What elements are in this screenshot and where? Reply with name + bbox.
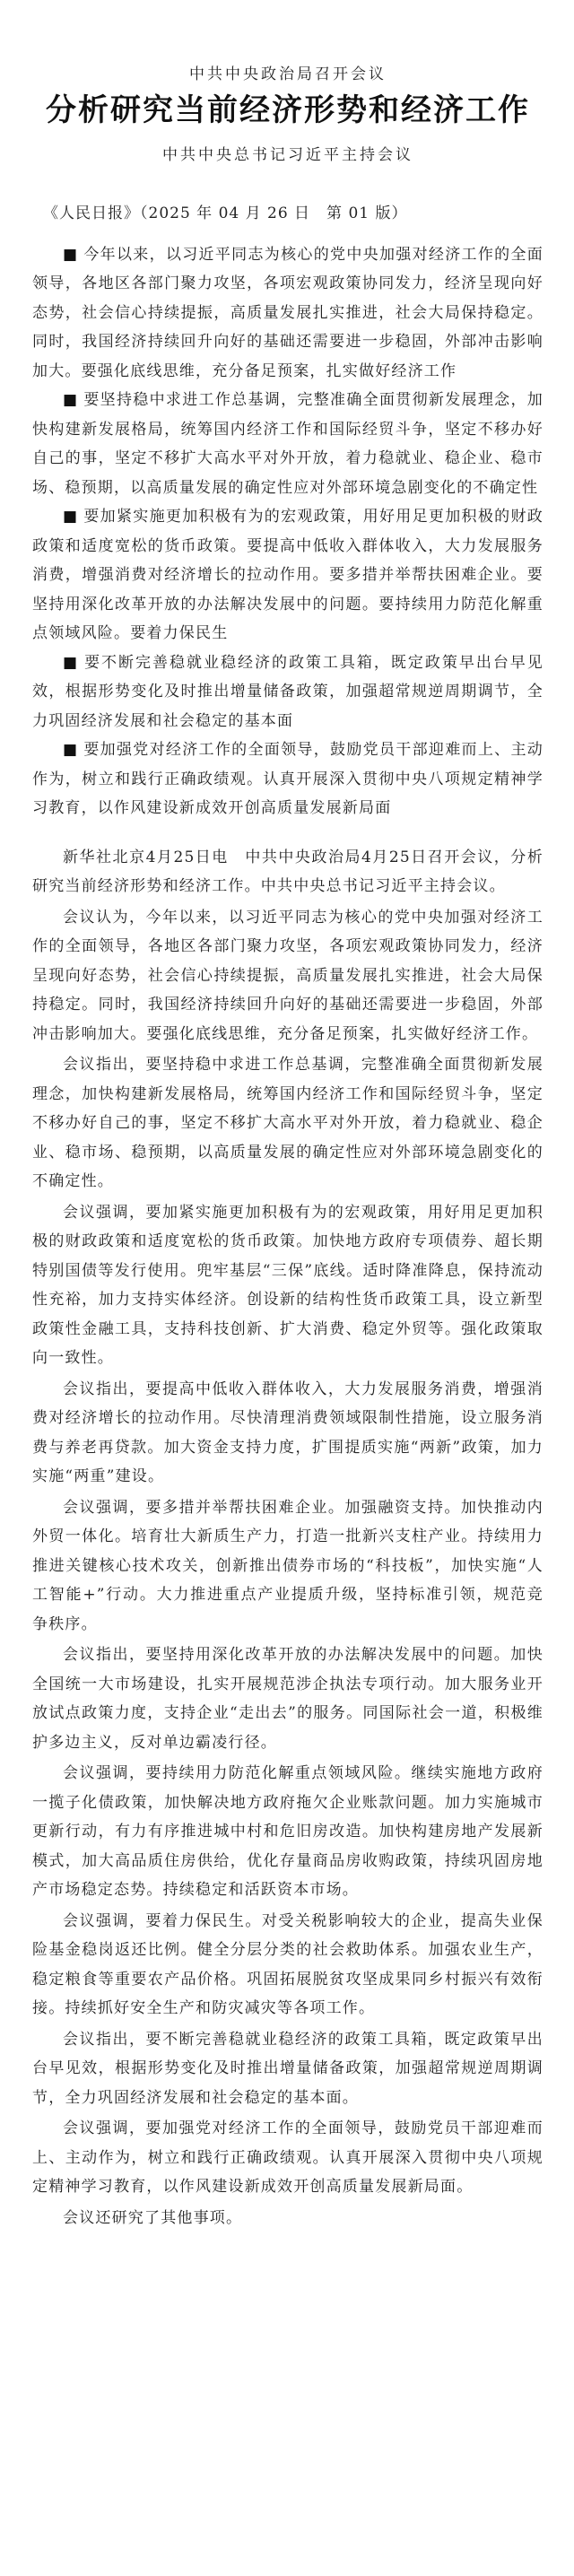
body-paragraph: 会议强调，要持续用力防范化解重点领域风险。继续实施地方政府一揽子化债政策，加快解决地方政府拖欠企业账款问题。加力实施城市更新行动，有力有序推进城中村和危旧房改造。加快构建房地产发展新模式，加大高品质住房供给，优化存量商品房收购政策，持续巩固房地产市场稳定态势。持续稳定和活跃资本市场。 xyxy=(32,1764,544,1900)
summary-points xyxy=(32,240,544,823)
body-paragraph: 新华社北京4月25日电 中共中央政治局4月25日召开会议，分析研究当前经济形势和经济工作。中共中央总书记习近平主持会议。 xyxy=(32,848,544,896)
article-kicker: 中共中央政治局召开会议 xyxy=(189,65,387,83)
square-bullet-icon: ■ xyxy=(63,391,79,410)
summary-point: ■ 要加紧实施更加积极有为的宏观政策，用好用足更加积极的财政政策和适度宽松的货币政策。要提高中低收入群体收入，大力发展服务消费，增强消费对经济增长的拉动作用。要多措并举帮扶困难企业。要坚持用深化改革开放的办法解决发展中的问题。要持续用力防范化解重点领域风险。要着力保民生 xyxy=(32,508,544,643)
body-paragraph: 会议强调，要加强党对经济工作的全面领导，鼓励党员干部迎难而上、主动作为，树立和践行正确政绩观。认真开展深入贯彻中央八项规定精神学习教育，以作风建设新成效开创高质量发展新局面。 xyxy=(32,2119,544,2197)
square-bullet-icon: ■ xyxy=(63,653,80,672)
publication-source: 《人民日报》（2025 年 04 月 26 日 第 01 版） xyxy=(43,204,408,222)
body-paragraph: 会议强调，要多措并举帮扶困难企业。加强融资支持。加快推动内外贸一体化。培育壮大新质生产力，打造一批新兴支柱产业。持续用力推进关键核心技术攻关，创新推出债券市场的“科技板”，加快实施“人工智能+”行动。大力推进重点产业提质升级，坚持标准引领，规范竞争秩序。 xyxy=(32,1498,544,1633)
body-paragraph: 会议指出，要坚持稳中求进工作总基调，完整准确全面贯彻新发展理念，加快构建新发展格局，统筹国内经济工作和国际经贸斗争，坚定不移办好自己的事，坚定不移扩大高水平对外开放，着力稳就业、稳企业、稳市场、稳预期，以高质量发展的确定性应对外部环境急剧变化的不确定性。 xyxy=(32,1056,544,1191)
summary-point: ■ 要坚持稳中求进工作总基调，完整准确全面贯彻新发展理念，加快构建新发展格局，统筹国内经济工作和国际经贸斗争，坚定不移办好自己的事，坚定不移扩大高水平对外开放，着力稳就业、稳企业、稳市场、稳预期，以高质量发展的确定性应对外部环境急剧变化的不确定性 xyxy=(32,391,544,497)
body-paragraph: 会议强调，要加紧实施更加积极有为的宏观政策，用好用足更加积极的财政政策和适度宽松的货币政策。加快地方政府专项债券、超长期特别国债等发行使用。兜牢基层“三保”底线。适时降准降息，保持流动性充裕，加力支持实体经济。创设新的结构性货币政策工具，设立新型政策性金融工具，支持科技创新、扩大消费、稳定外贸等。强化政策取向一致性。 xyxy=(32,1203,544,1368)
article-subhead: 中共中央总书记习近平主持会议 xyxy=(162,145,413,164)
article-body xyxy=(32,843,544,2233)
summary-point: ■ 今年以来，以习近平同志为核心的党中央加强对经济工作的全面领导，各地区各部门聚力攻坚，各项宏观政策协同发力，经济呈现向好态势，社会信心持续提振，高质量发展扎实推进，社会大局保持稳定。同时，我国经济持续回升向好的基础还需要进一步稳固，外部冲击影响加大。要强化底线思维，充分备足预案，扎实做好经济工作 xyxy=(32,245,544,380)
body-paragraph: 会议指出，要坚持用深化改革开放的办法解决发展中的问题。加快全国统一大市场建设，扎实开展规范涉企执法专项行动。加大服务业开放试点政策力度，支持企业“走出去”的服务。同国际社会一道，积极维护多边主义，反对单边霸凌行径。 xyxy=(32,1646,544,1752)
article-headline: 分析研究当前经济形势和经济工作 xyxy=(46,92,530,128)
square-bullet-icon: ■ xyxy=(63,741,79,760)
square-bullet-icon: ■ xyxy=(63,508,79,527)
summary-point: ■ 要加强党对经济工作的全面领导，鼓励党员干部迎难而上、主动作为，树立和践行正确政绩观。认真开展深入贯彻中央八项规定精神学习教育，以作风建设新成效开创高质量发展新局面 xyxy=(32,741,544,818)
summary-point: ■ 要不断完善稳就业稳经济的政策工具箱，既定政策早出台早见效，根据形势变化及时推出增量储备政策，加强超常规逆周期调节，全力巩固经济发展和社会稳定的基本面 xyxy=(32,653,544,730)
body-paragraph: 会议强调，要着力保民生。对受关税影响较大的企业，提高失业保险基金稳岗返还比例。健全分层分类的社会救助体系。加强农业生产，稳定粮食等重要农产品价格。巩固拓展脱贫攻坚成果同乡村振兴有效衔接。持续抓好安全生产和防灾减灾等各项工作。 xyxy=(32,1911,544,2018)
body-paragraph: 会议还研究了其他事项。 xyxy=(63,2208,243,2227)
square-bullet-icon: ■ xyxy=(63,245,79,264)
body-paragraph: 会议指出，要提高中低收入群体收入，大力发展服务消费，增强消费对经济增长的拉动作用。尽快清理消费领域限制性措施，设立服务消费与养老再贷款。加大资金支持力度，扩围提质实施“两新”政策，加力实施“两重”建设。 xyxy=(32,1379,544,1486)
body-paragraph: 会议指出，要不断完善稳就业稳经济的政策工具箱，既定政策早出台早见效，根据形势变化及时推出增量储备政策，加强超常规逆周期调节，全力巩固经济发展和社会稳定的基本面。 xyxy=(32,2030,544,2107)
body-paragraph: 会议认为，今年以来，以习近平同志为核心的党中央加强对经济工作的全面领导，各地区各部门聚力攻坚，各项宏观政策协同发力，经济呈现向好态势，社会信心持续提振，高质量发展扎实推进，社会大局保持稳定。同时，我国经济持续回升向好的基础还需要进一步稳固，外部冲击影响加大。要强化底线思维，充分备足预案，扎实做好经济工作。 xyxy=(32,908,544,1043)
